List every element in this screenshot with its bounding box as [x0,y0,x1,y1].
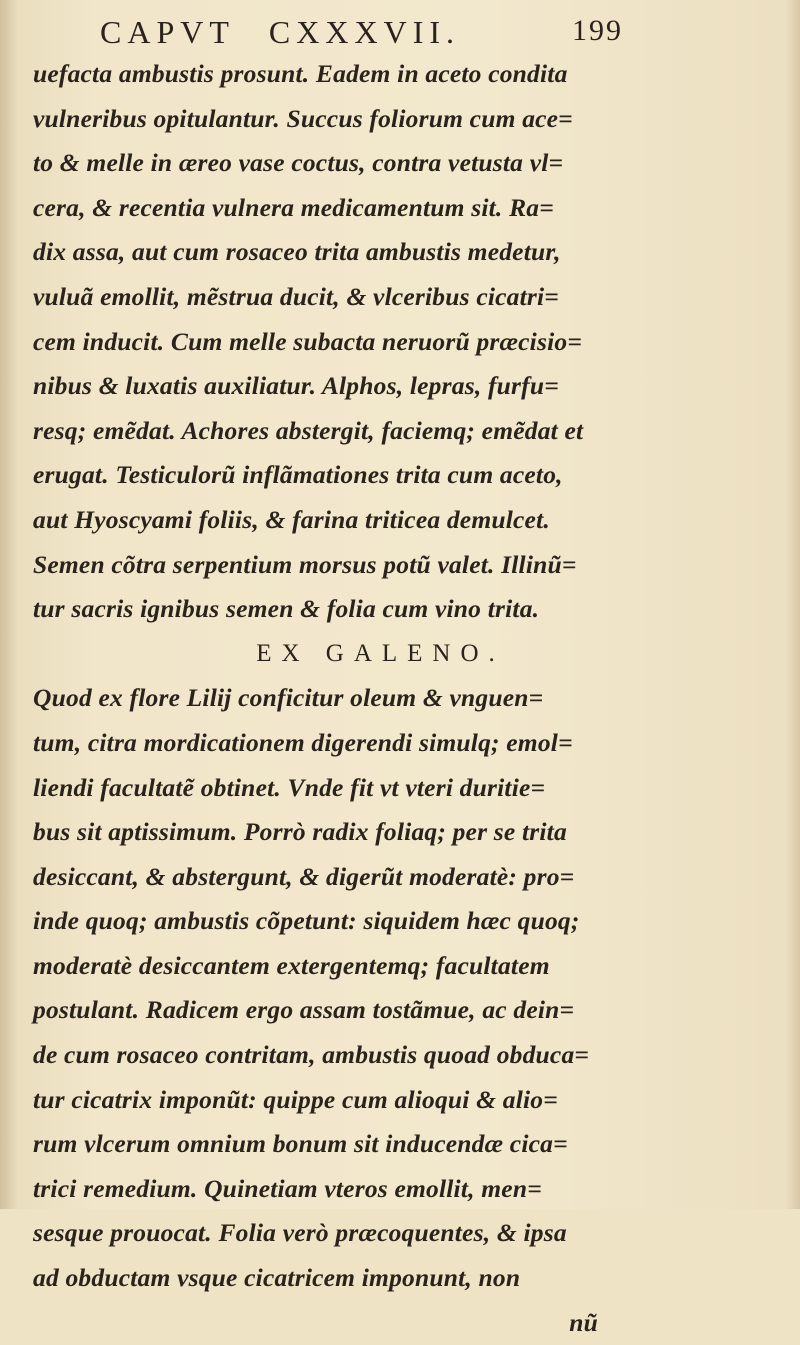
text-line: rum vlcerum omnium bonum sit inducendæ cica= [33,1129,568,1159]
text-line: vulneribus opitulantur. Succus foliorum cum ace= [33,103,573,133]
text-line: Quod ex flore Lilij conficitur oleum & vnguen= [33,683,544,713]
text-line: sesque prouocat. Folia verò præcoquentes, & ipsa [33,1218,567,1248]
text-line: tum, citra mordicationem digerendi simulq; emol= [33,727,573,757]
text-line: postulant. Radicem ergo assam tostãmue, ac dein= [33,995,575,1025]
section-heading: EX GALENO. [256,639,505,667]
text-line: dix assa, aut cum rosaceo trita ambustis medetur, [33,237,561,267]
text-line: cem inducit. Cum melle subacta neruorũ præcisio= [33,326,583,356]
text-line: aut Hyoscyami foliis, & farina triticea demulcet. [33,504,550,534]
page-edge-shadow [786,0,800,1209]
text-line: tur cicatrix imponũt: quippe cum alioqui & alio= [33,1084,558,1114]
text-line: erugat. Testiculorũ inflãmationes trita cum aceto, [33,460,563,490]
text-line: tur sacris ignibus semen & folia cum vino trita. [33,594,540,624]
text-line: moderatè desiccantem extergentemq; facultatem [33,950,550,980]
text-line: vuluã emollit, mẽstrua ducit, & vlceribus cicatri= [33,281,560,311]
page-header [0,8,800,50]
text-line: liendi facultatẽ obtinet. Vnde fit vt vteri duritie= [33,772,546,802]
running-head [100,14,460,51]
catchword: nũ [569,1307,598,1337]
text-line: trici remedium. Quinetiam vteros emollit, men= [33,1173,542,1203]
text-line: inde quoq; ambustis cõpetunt: siquidem hæc quoq; [33,906,580,936]
page-gutter-shadow [0,0,18,1209]
page-number: 199 [572,14,623,47]
running-head-numeral: CXXXVII. [268,14,460,50]
text-line: bus sit aptissimum. Porrò radix foliaq; per se trita [33,817,567,847]
text-line: to & melle in æreo vase coctus, contra vetusta vl= [33,148,564,178]
text-line: Semen cõtra serpentium morsus potũ valet. Illinũ= [33,549,577,579]
text-line: resq; emẽdat. Achores abstergit, faciemq; emẽdat et [33,415,584,445]
text-line: desiccant, & abstergunt, & digerũt moderatè: pro= [33,861,575,891]
text-line: ad obductam vsque cicatricem imponunt, non [33,1263,521,1293]
page-body [33,52,768,1345]
text-line: cera, & recentia vulnera medicamentum sit. Ra= [33,192,554,222]
text-line: uefacta ambustis prosunt. Eadem in aceto condita [33,59,568,88]
text-line: de cum rosaceo contritam, ambustis quoad obduca= [33,1040,590,1070]
running-head-caput: CAPVT [100,14,235,50]
text-line: nibus & luxatis auxiliatur. Alphos, lepras, furfu= [33,371,559,401]
